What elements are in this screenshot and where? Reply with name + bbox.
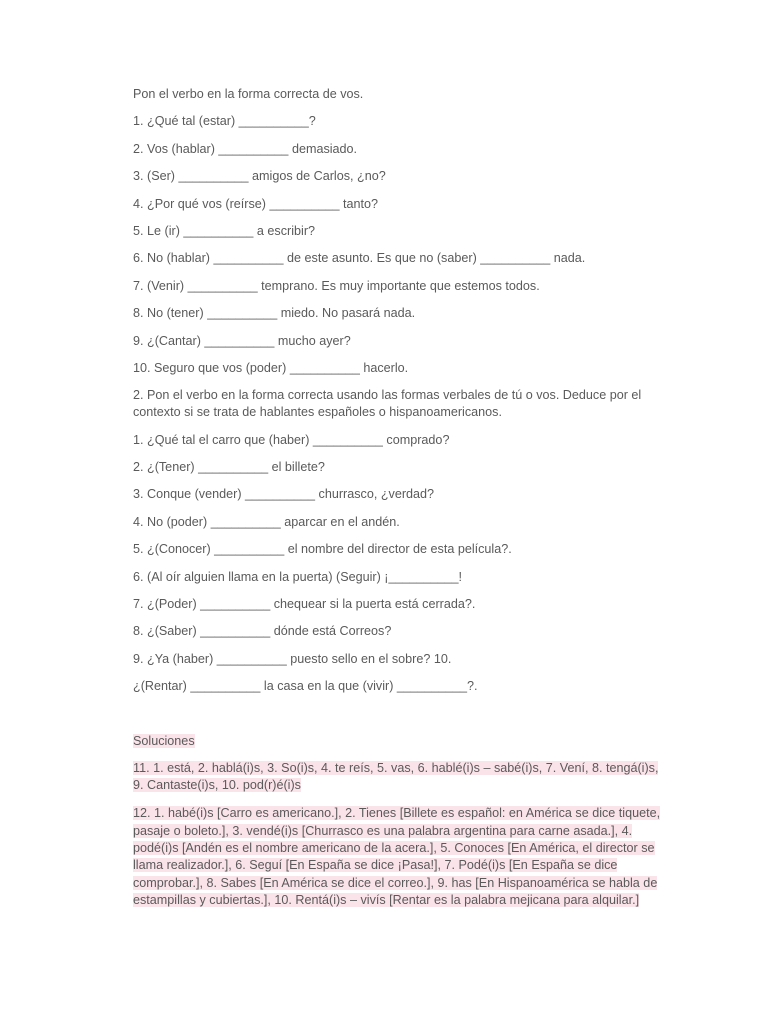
solutions-heading	[133, 733, 663, 750]
exercise-item: 5. Le (ir) __________ a escribir?	[133, 223, 316, 238]
exercise-item: 4. ¿Por qué vos (reírse) __________ tanto?	[133, 196, 379, 211]
exercise-item: 2. ¿(Tener) __________ el billete?	[133, 460, 325, 475]
exercise-1-list	[133, 113, 663, 377]
exercise-item: 9. ¿(Cantar) __________ mucho ayer?	[133, 333, 351, 348]
exercise-item: 7. ¿(Poder) __________ chequear si la puerta está cerrada?.	[133, 597, 476, 612]
exercise-item: 7. (Venir) __________ temprano. Es muy importante que estemos todos.	[133, 278, 540, 293]
exercise-item: 1. ¿Qué tal el carro que (haber) __________ comprado?	[133, 432, 450, 447]
exercise-item: 3. (Ser) __________ amigos de Carlos, ¿no?	[133, 169, 386, 184]
exercise-item: ¿(Rentar) __________ la casa en la que (vivir) __________?.	[133, 679, 478, 694]
document-body	[133, 86, 663, 920]
solution-12	[133, 805, 663, 909]
exercise-item: 6. (Al oír alguien llama en la puerta) (Seguir) ¡__________!	[133, 569, 463, 584]
solution-11	[133, 760, 663, 795]
instruction-text: Pon el verbo en la forma correcta de vos.	[133, 87, 364, 101]
exercise-item: 10. Seguro que vos (poder) __________ hacerlo.	[133, 360, 409, 375]
exercise-item: 9. ¿Ya (haber) __________ puesto sello en el sobre? 10.	[133, 651, 452, 666]
solutions-heading-text: Soluciones	[133, 733, 195, 748]
exercise-item: 8. No (tener) __________ miedo. No pasará nada.	[133, 306, 416, 321]
exercise-item: 6. No (hablar) __________ de este asunto. Es que no (saber) __________ nada.	[133, 251, 586, 266]
exercise-item: 2. Vos (hablar) __________ demasiado.	[133, 141, 358, 156]
exercise-2-list	[133, 432, 663, 696]
exercise-item: 5. ¿(Conocer) __________ el nombre del director de esta película?.	[133, 542, 512, 557]
solution-12-text: 12. 1. habé(i)s [Carro es americano.], 2. Tienes [Billete es español: en América se dice tiquete, pasaje o boleto.], 3. vendé(i)s [Churrasco es una palabra argentina para carne asada.], 4. podé(i)s [Andén es el nombre americano de la acera.], 5. Conoces [En América, el director se llama realizador.], 6. Seguí [En España se dice ¡Pasa!], 7. Podé(i)s [En España se dice comprobar.], 8. Sabes [En América se dice el correo.], 9. has [En Hispanoamérica se habla de estampillas y cubiertas.], 10. Rentá(i)s – vivís [Rentar es la palabra mejicana para alquilar.]	[133, 806, 661, 908]
solution-11-text: 11. 1. está, 2. hablá(i)s, 3. So(i)s, 4. te reís, 5. vas, 6. hablé(i)s – sabé(i)s, 7. Vení, 8. tengá(i)s, 9. Cantaste(i)s, 10. pod(r)é(i)s	[133, 760, 659, 793]
exercise-item: 1. ¿Qué tal (estar) __________?	[133, 114, 316, 129]
exercise-item: 8. ¿(Saber) __________ dónde está Correos?	[133, 624, 392, 639]
exercise-2-instructions: 2. Pon el verbo en la forma correcta usando las formas verbales de tú o vos. Deduce por el contexto si se trata de hablantes españoles o hispanoamericanos.	[133, 388, 642, 420]
section-spacer	[133, 706, 663, 733]
exercise-item: 3. Conque (vender) __________ churrasco, ¿verdad?	[133, 487, 435, 502]
exercise-item: 4. No (poder) __________ aparcar en el andén.	[133, 514, 400, 529]
